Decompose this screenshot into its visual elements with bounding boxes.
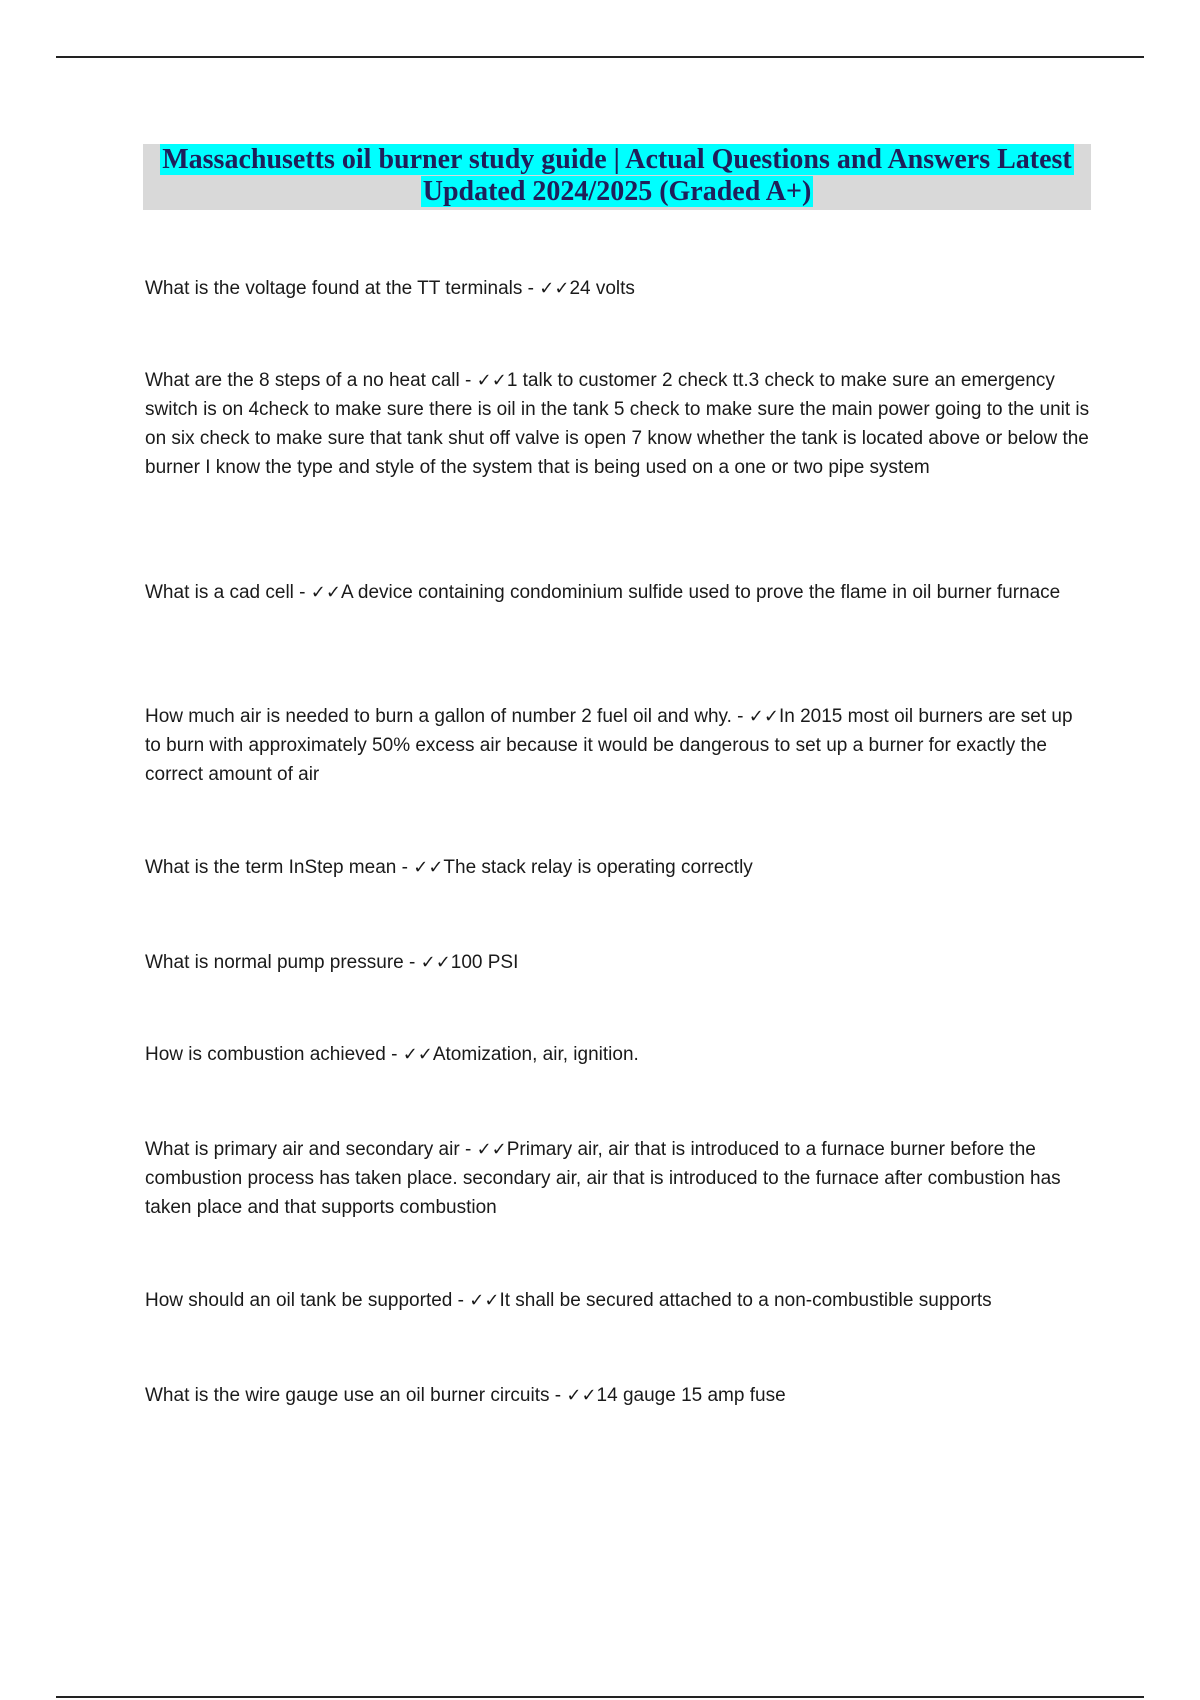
check-icon: ✓✓ (420, 952, 451, 973)
check-icon: ✓✓ (310, 582, 341, 603)
answer: It shall be secured attached to a non-combustible supports (499, 1290, 992, 1311)
qa-item (145, 1135, 1090, 1222)
check-icon: ✓✓ (476, 370, 507, 391)
title-line-1: Massachusetts oil burner study guide | Actual Questions and Answers Latest (162, 144, 1072, 175)
separator: - (459, 1139, 477, 1160)
check-icon: ✓✓ (566, 1385, 597, 1406)
answer: 24 volts (569, 278, 635, 299)
answer: 14 gauge 15 amp fuse (596, 1385, 786, 1406)
separator: - (452, 1290, 470, 1311)
qa-item (145, 274, 1090, 303)
separator: - (396, 857, 414, 878)
qa-item (145, 948, 1090, 977)
answer: 100 PSI (450, 952, 519, 973)
separator: - (293, 582, 311, 603)
question: What is the voltage found at the TT terminals (145, 278, 523, 299)
question: What is the wire gauge use an oil burner circuits (145, 1385, 550, 1406)
question: How much air is needed to burn a gallon of number 2 fuel oil and why. (145, 706, 732, 727)
answer: 1 talk to customer 2 check tt.3 check to make sure an emergency switch is on 4check to make sure there is oil in the tank 5 check to make sure the main power going to the unit is on six check to make sure that tank shut off valve is open 7 know whether the tank is located above or below the burner I know the type and style of the system that is being used on a one or two pipe system (145, 370, 1090, 478)
check-icon: ✓✓ (476, 1139, 507, 1160)
check-icon: ✓✓ (413, 857, 444, 878)
question: What is normal pump pressure (145, 952, 404, 973)
top-rule (56, 56, 1144, 58)
qa-item (145, 702, 1090, 789)
question: What are the 8 steps of a no heat call (145, 370, 460, 391)
check-icon: ✓✓ (748, 706, 779, 727)
qa-item (145, 853, 1090, 882)
check-icon: ✓✓ (539, 278, 570, 299)
separator: - (731, 706, 749, 727)
separator: - (403, 952, 421, 973)
qa-item (145, 578, 1090, 607)
bottom-rule (56, 1696, 1144, 1698)
answer: Primary air, air that is introduced to a furnace burner before the combustion process has taken place. secondary air, air that is introduced to the furnace after combustion has taken place and that supports combustion (145, 1139, 1061, 1218)
answer: Atomization, air, ignition. (432, 1044, 639, 1065)
answer: In 2015 most oil burners are set up to burn with approximately 50% excess air because it would be dangerous to set up a burner for exactly the correct amount of air (145, 706, 1073, 785)
qa-item (145, 1381, 1090, 1410)
qa-item (145, 366, 1090, 482)
answer: The stack relay is operating correctly (443, 857, 753, 878)
question: What is the term InStep mean (145, 857, 397, 878)
question: What is a cad cell (145, 582, 294, 603)
question: How is combustion achieved (145, 1044, 386, 1065)
check-icon: ✓✓ (402, 1044, 433, 1065)
separator: - (549, 1385, 567, 1406)
check-icon: ✓✓ (469, 1290, 500, 1311)
question: How should an oil tank be supported (145, 1290, 453, 1311)
document-title (143, 144, 1091, 210)
answer: A device containing condominium sulfide used to prove the flame in oil burner furnace (340, 582, 1061, 603)
title-line-2: Updated 2024/2025 (Graded A+) (422, 176, 812, 207)
separator: - (385, 1044, 403, 1065)
separator: - (459, 370, 477, 391)
qa-item (145, 1040, 1090, 1069)
question: What is primary air and secondary air (145, 1139, 460, 1160)
qa-item (145, 1286, 1090, 1315)
separator: - (522, 278, 540, 299)
